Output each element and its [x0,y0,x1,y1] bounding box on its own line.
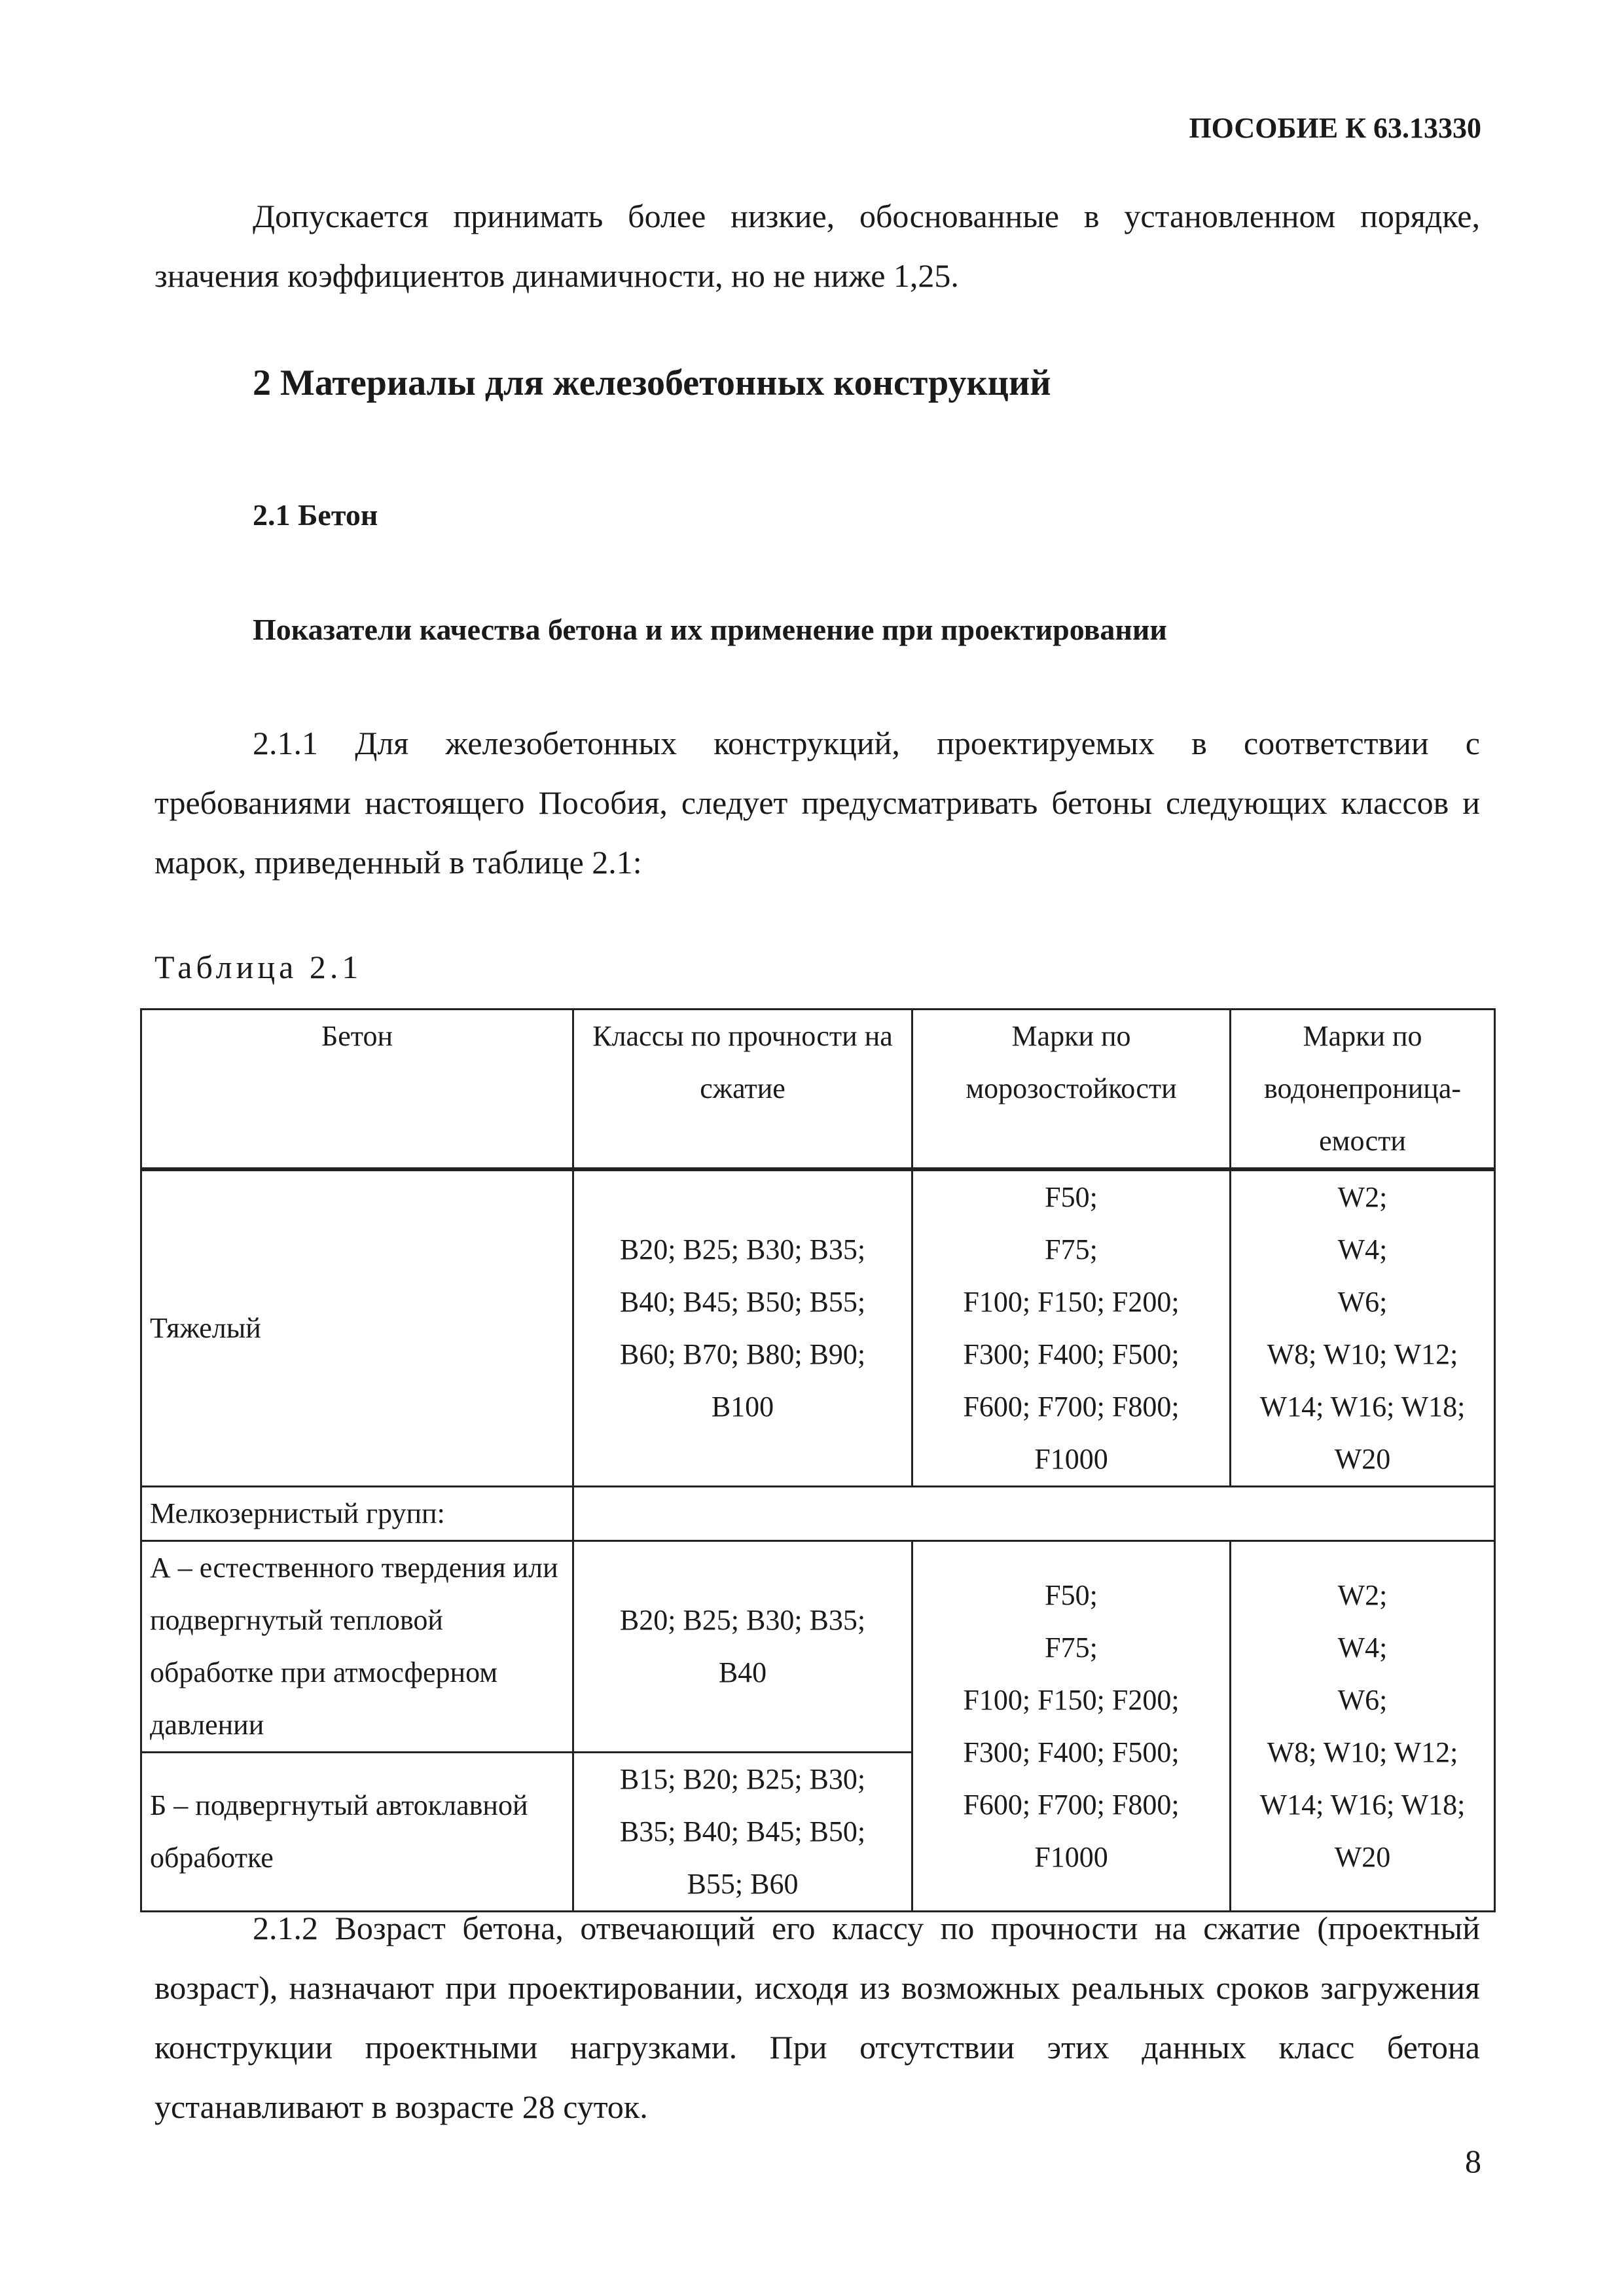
cell-heavy-label: Тяжелый [141,1169,573,1487]
table-caption: Таблица 2.1 [154,949,363,985]
cell-fine-frost: F50; F75; F100; F150; F200; F300; F400; F500; F600; F700; F800; F1000 [912,1541,1231,1912]
cell-heavy-classes: В20; В25; В30; В35; В40; В45; В50; В55; В60; В70; В80; В90; В100 [573,1169,912,1487]
cell-fine-a-classes: В20; В25; В30; В35; В40 [573,1541,912,1753]
concrete-classes-table [140,1008,1496,1912]
paragraph-2-1-2: 2.1.2 Возраст бетона, отвечающий его классу по прочности на сжатие (проектный возраст), назначают при проектировании, исходя из возможных реальных сроков загружения конструкции проектными нагрузками. При отсутствии этих данных класс бетона устанавливают в возрасте 28 суток. [154,1910,1480,2125]
header-water-grades: Марки по водонепроница-емости [1231,1010,1495,1170]
subheading-quality-indicators: Показатели качества бетона и их применение при проектировании [253,613,1167,646]
header-concrete: Бетон [141,1010,573,1170]
cell-fine-b-label: Б – подвергнутый автоклавной обработке [141,1753,573,1912]
cell-fine-water: W2; W4; W6; W8; W10; W12; W14; W16; W18; W20 [1231,1541,1495,1912]
cell-fine-a-label: А – естественного твердения или подвергнутый тепловой обработке при атмосферном давлении [141,1541,573,1753]
cell-fine-group-empty [573,1487,1495,1541]
header-strength-classes: Классы по прочности на сжатие [573,1010,912,1170]
table-row-fine-group [141,1487,1495,1541]
cell-fine-b-classes: В15; В20; В25; В30; В35; В40; В45; В50; В55; В60 [573,1753,912,1912]
header-frost-grades: Марки по морозостойкости [912,1010,1231,1170]
subsection-heading: 2.1 Бетон [253,498,378,532]
cell-heavy-water: W2; W4; W6; W8; W10; W12; W14; W16; W18; W20 [1231,1169,1495,1487]
cell-heavy-frost: F50; F75; F100; F150; F200; F300; F400; F500; F600; F700; F800; F1000 [912,1169,1231,1487]
document-header: ПОСОБИЕ К 63.13330 [1189,112,1481,144]
page-number: 8 [1465,2143,1481,2179]
cell-fine-group-label: Мелкозернистый групп: [141,1487,573,1541]
paragraph-dynamic-coefficients: Допускается принимать более низкие, обоснованные в установленном порядке, значения коэффициентов динамичности, но не ниже 1,25. [154,198,1480,294]
section-heading: 2 Материалы для железобетонных конструкций [253,363,1051,403]
paragraph-2-1-1: 2.1.1 Для железобетонных конструкций, проектируемых в соответствии с требованиями настоящего Пособия, следует предусматривать бетоны следующих классов и марок, приведенный в таблице 2.1: [154,725,1480,881]
table-row-heavy [141,1169,1495,1487]
table-row-fine-a [141,1541,1495,1753]
table-header-row [141,1010,1495,1170]
